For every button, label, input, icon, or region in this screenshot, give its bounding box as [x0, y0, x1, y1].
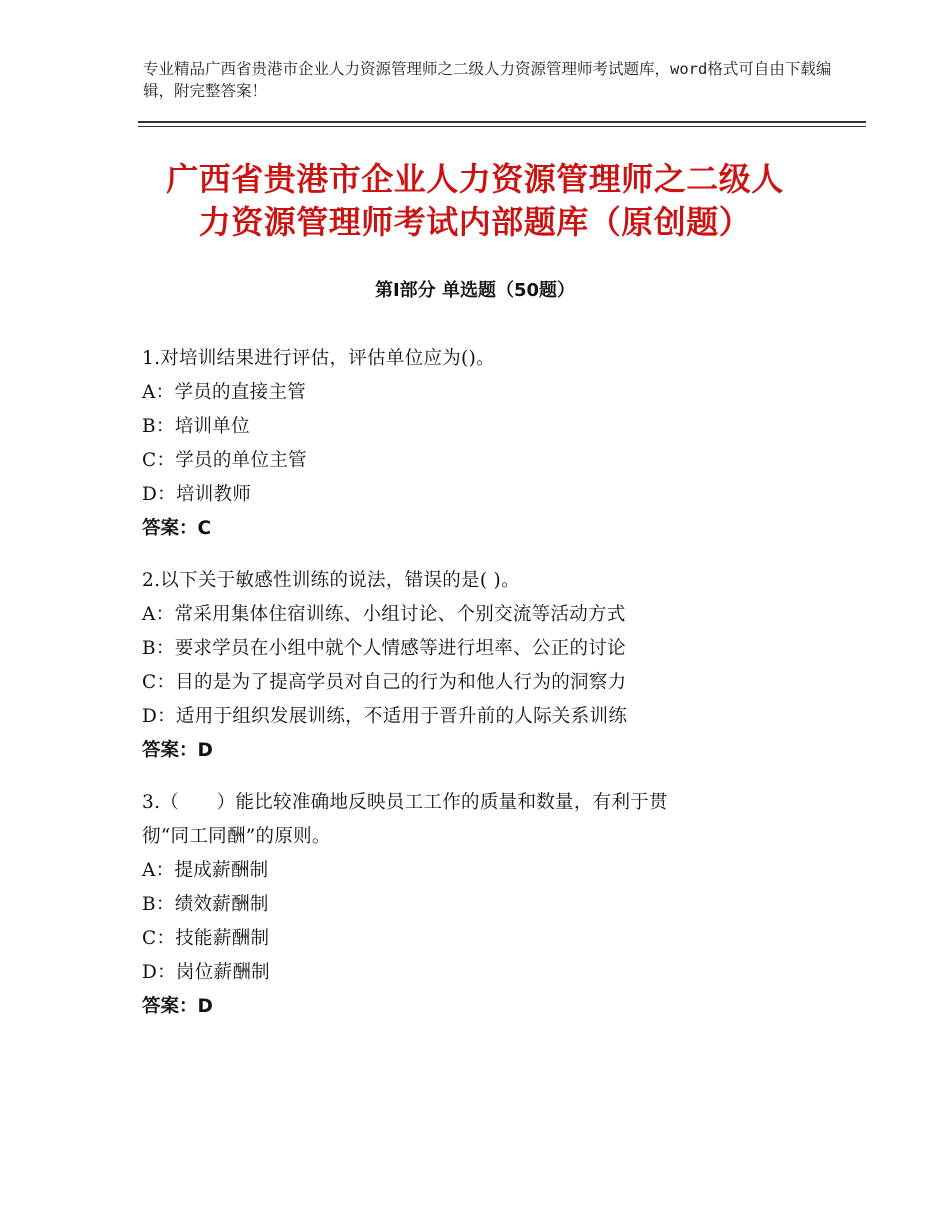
option-d: D：培训教师 — [142, 484, 252, 505]
option-c: C：技能薪酬制 — [142, 928, 270, 949]
document-title-line-2: 力资源管理师考试内部题库（原创题） — [198, 203, 752, 241]
question-stem-line-1: 3.（ ）能比较准确地反映员工工作的质量和数量，有利于贯 — [142, 792, 668, 813]
answer: 答案：D — [142, 996, 213, 1017]
option-c: C：目的是为了提高学员对自己的行为和他人行为的洞察力 — [142, 672, 627, 693]
option-b: B：绩效薪酬制 — [142, 894, 269, 915]
answer: 答案：D — [142, 740, 213, 761]
question-2 — [142, 564, 782, 768]
option-c: C：学员的单位主管 — [142, 450, 307, 471]
section-title: 第Ⅰ部分 单选题（50题） — [374, 280, 575, 301]
option-b: B：要求学员在小组中就个人情感等进行坦率、公正的讨论 — [142, 638, 626, 659]
document-title-line-1: 广西省贵港市企业人力资源管理师之二级人 — [166, 160, 784, 198]
question-stem-line-2: 彻“同工同酬”的原则。 — [142, 826, 331, 847]
question-stem: 2.以下关于敏感性训练的说法，错误的是( )。 — [142, 570, 520, 591]
option-d: D：岗位薪酬制 — [142, 962, 270, 983]
header-divider-thick — [138, 121, 866, 123]
option-a: A：学员的直接主管 — [142, 382, 307, 403]
question-list — [142, 342, 782, 1042]
question-stem: 1.对培训结果进行评估，评估单位应为()。 — [142, 348, 495, 369]
header-note: 专业精品广西省贵港市企业人力资源管理师之二级人力资源管理师考试题库，word格式可自由下载编辑，附完整答案！ — [143, 60, 832, 100]
option-b: B：培训单位 — [142, 416, 250, 437]
option-d: D：适用于组织发展训练，不适用于晋升前的人际关系训练 — [142, 706, 628, 727]
option-a: A：提成薪酬制 — [142, 860, 269, 881]
answer: 答案：C — [142, 518, 212, 539]
document-title — [130, 158, 820, 244]
question-1 — [142, 342, 782, 546]
option-a: A：常采用集体住宿训练、小组讨论、个别交流等活动方式 — [142, 604, 626, 625]
header-divider-thin — [138, 126, 866, 127]
question-3 — [142, 786, 782, 1024]
